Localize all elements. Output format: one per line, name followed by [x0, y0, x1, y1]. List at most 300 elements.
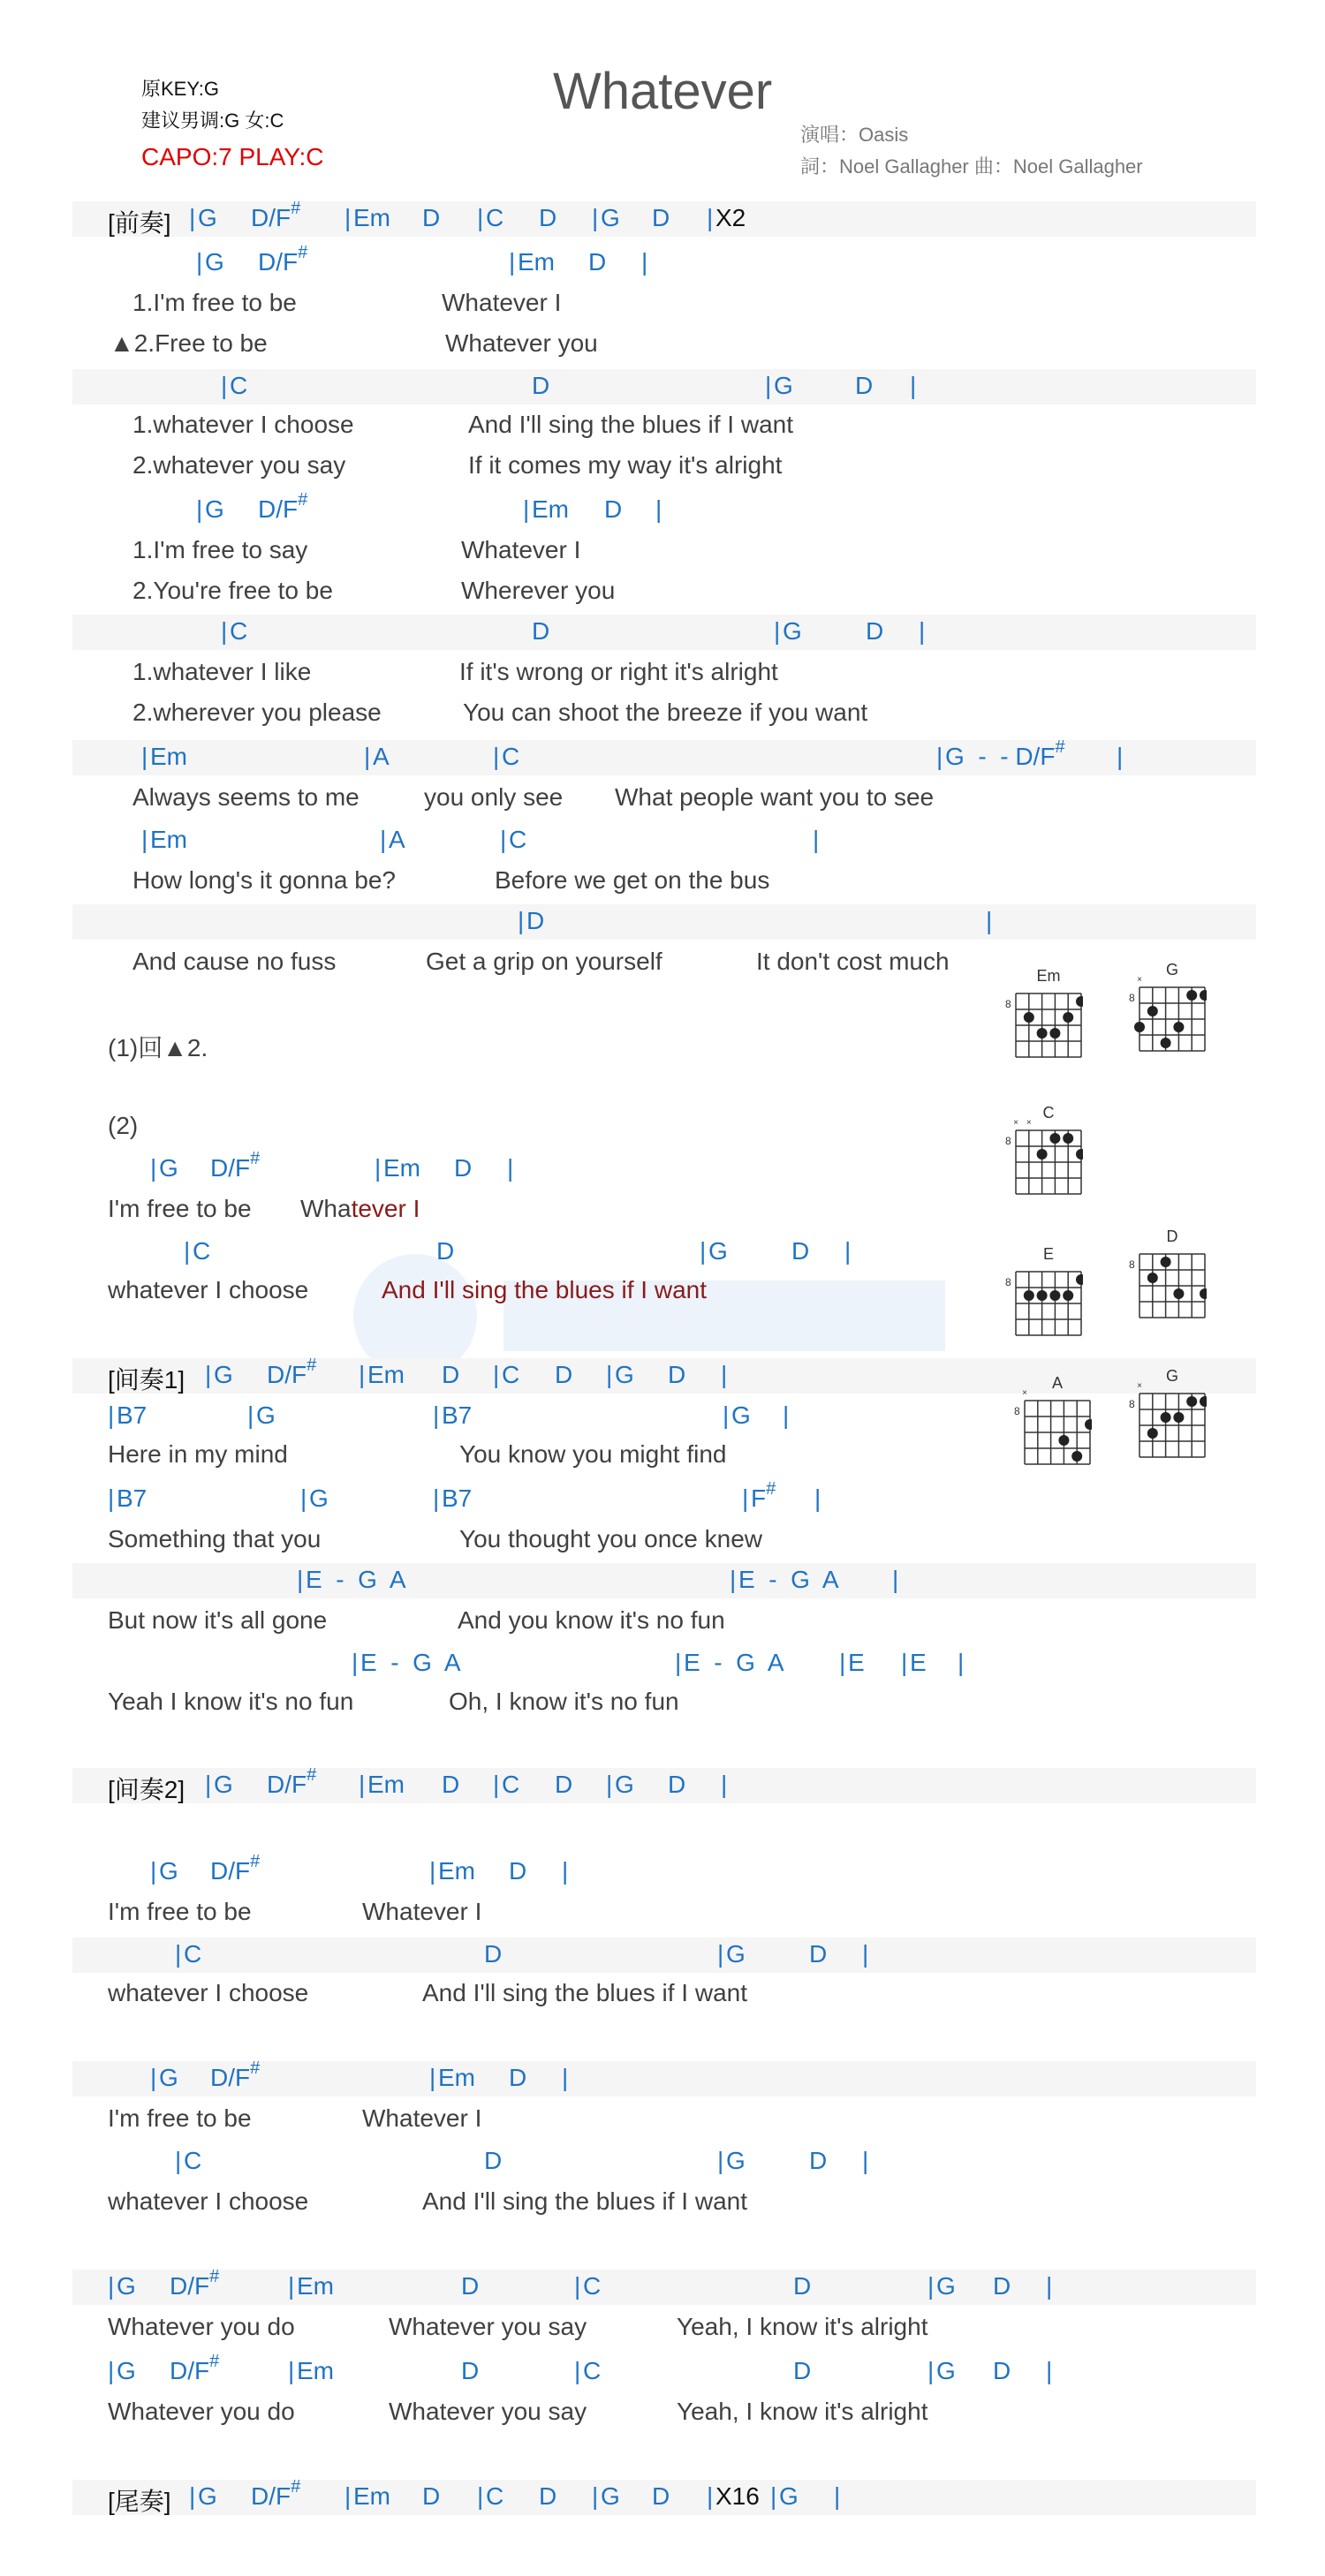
bar-line: |: [344, 204, 352, 231]
bar-line: |: [1117, 743, 1124, 770]
chord-label: G: [159, 1857, 178, 1885]
lyric-text: Whatever I: [362, 1898, 482, 1925]
bar-line: |: [297, 1566, 304, 1593]
finger-dot: [1049, 1133, 1060, 1144]
chord-label: E - G A: [684, 1649, 784, 1676]
lyric-text: Whatever I: [300, 1195, 420, 1222]
chord-label: C: [486, 2482, 504, 2510]
sharp-sign: #: [766, 1478, 776, 1499]
bar-line: |: [765, 372, 772, 399]
chord-label: D/F#: [251, 2476, 301, 2510]
finger-dot: [1063, 1133, 1073, 1144]
chord-label: E: [910, 1649, 927, 1676]
chord-label: D: [555, 1771, 573, 1798]
fret-number: 8: [1129, 1398, 1135, 1410]
bar-line: |: [433, 1401, 440, 1429]
bar-line: |: [523, 495, 530, 523]
bar-line: |: [919, 617, 926, 645]
chord-label: D: [793, 2357, 812, 2384]
lyric-text: Yeah, I know it's alright: [677, 2313, 928, 2340]
bar-line: |: [774, 617, 781, 645]
chord-label: D: [539, 2482, 557, 2510]
chord-label: D: [993, 2272, 1011, 2300]
bar-line: |: [108, 1484, 115, 1512]
bar-line: |: [221, 617, 228, 645]
lyric-text: whatever I choose: [108, 2187, 309, 2215]
chord-label: G: [936, 2357, 956, 2384]
chord-label: D: [532, 617, 550, 645]
suggested-key: 建议男调:G 女:C: [141, 110, 284, 132]
lyric-text: Whatever you do: [108, 2313, 295, 2340]
bar-line: |: [344, 2482, 352, 2510]
bar-line: |: [380, 826, 387, 853]
chord-label: B7: [117, 1484, 148, 1512]
bar-line: |: [928, 2272, 935, 2300]
finger-dot: [1063, 1012, 1073, 1023]
chord-label: G: [117, 2357, 136, 2384]
bar-line: |: [359, 1361, 366, 1388]
sharp-sign: #: [298, 489, 308, 510]
chord-diagram-name: C: [1042, 1106, 1055, 1122]
chord-label: D/F#: [210, 1851, 261, 1885]
finger-dot: [1147, 1428, 1158, 1439]
bar-line: |: [721, 1771, 728, 1798]
bar-line: |: [150, 1857, 157, 1885]
bar-line: |: [493, 1361, 500, 1388]
chord-label: G: [615, 1771, 634, 1798]
sharp-sign: #: [209, 2351, 220, 2371]
bar-line: |: [986, 907, 993, 934]
muted-string-mark: ×: [1137, 1381, 1142, 1391]
sharp-sign: #: [291, 198, 301, 218]
finger-dot: [1063, 1290, 1073, 1301]
original-key: 原KEY:G: [141, 78, 220, 100]
chord-label: C: [184, 1940, 202, 1968]
finger-dot: [1173, 1022, 1184, 1032]
chord-label: G: [601, 204, 620, 231]
lyric-text: 2.wherever you please: [132, 699, 382, 726]
finger-dot: [1024, 1012, 1034, 1023]
bar-line: |: [742, 1484, 749, 1512]
finger-dot: [1037, 1028, 1048, 1039]
lyric-text: I'm free to be: [108, 1898, 252, 1925]
bar-line: |: [592, 204, 599, 231]
chord-diagram-name: E: [1042, 1247, 1055, 1263]
bar-line: |: [1046, 2357, 1053, 2384]
bar-line: |: [707, 204, 714, 231]
chord-label: G: [159, 1154, 178, 1182]
bar-line: |: [184, 1237, 191, 1265]
chord-label: G: [159, 2064, 178, 2091]
lyric-text: You thought you once knew: [459, 1525, 763, 1552]
chord-diagram-name: G: [1165, 1369, 1179, 1385]
chord-label: D: [793, 2272, 812, 2300]
muted-string-mark: ×: [1013, 1118, 1018, 1128]
lyric-text: 2.whatever you say: [132, 451, 346, 479]
finger-dot: [1200, 990, 1207, 1001]
finger-dot: [1161, 1038, 1171, 1048]
bar-line: |: [844, 1237, 852, 1265]
chord-label: C: [502, 743, 520, 770]
chord-diagram-em: [1003, 969, 1083, 1061]
bar-line: |: [429, 2064, 436, 2091]
chord-label: D/F#: [258, 489, 308, 523]
bar-line: |: [205, 1361, 212, 1388]
bar-line: |: [433, 1484, 440, 1512]
bar-line: |: [477, 204, 484, 231]
chord-label: D: [526, 907, 545, 934]
bar-line: |: [175, 2147, 182, 2174]
bar-line: |: [606, 1361, 613, 1388]
lyric-text: Whatever you do: [108, 2398, 295, 2425]
finger-dot: [1173, 1288, 1184, 1299]
bar-line: |: [477, 2482, 484, 2510]
lyric-text: It don't cost much: [756, 948, 950, 975]
bar-line: |: [493, 743, 500, 770]
chord-label: Em: [438, 1857, 475, 1885]
bar-line: |: [359, 1771, 366, 1798]
lyric-text: And I'll sing the blues if I want: [422, 2187, 747, 2215]
finger-dot: [1024, 1290, 1034, 1301]
chord-label: E - G A: [306, 1566, 406, 1593]
bar-line: |: [675, 1649, 682, 1676]
bar-line: |: [717, 1940, 724, 1968]
lyric-text: Before we get on the bus: [495, 866, 770, 894]
lyric-text: And cause no fuss: [132, 948, 337, 975]
bar-line: |: [717, 2147, 724, 2174]
lyric-text: Oh, I know it's no fun: [449, 1688, 679, 1715]
chord-label: C: [583, 2357, 602, 2384]
chord-label: G: [726, 1940, 746, 1968]
fret-number: 8: [1014, 1405, 1020, 1417]
bar-line: |: [500, 826, 507, 853]
line-stripe: [72, 904, 1256, 940]
bar-line: |: [641, 248, 648, 276]
chord-label: D: [993, 2357, 1011, 2384]
muted-string-mark: ×: [1137, 975, 1142, 985]
lyric-text: I'm free to be: [108, 1195, 252, 1222]
finger-dot: [1049, 1290, 1060, 1301]
bar-line: |: [141, 743, 148, 770]
chord-label: D: [509, 2064, 527, 2091]
bar-line: |: [562, 1857, 569, 1885]
bar-line: |: [814, 1484, 822, 1512]
chord-label: A: [373, 743, 390, 770]
chord-diagram-name: D: [1166, 1229, 1178, 1245]
chord-label: Em: [297, 2272, 334, 2300]
bar-line: |: [141, 826, 148, 853]
lyric-text: You can shoot the breeze if you want: [463, 699, 868, 726]
chord-label: D: [652, 2482, 670, 2510]
chord-label: D: [791, 1237, 810, 1265]
chord-label: G: [615, 1361, 634, 1388]
chord-label: G: [774, 372, 793, 399]
bar-line: |: [221, 372, 228, 399]
bar-line: |: [518, 907, 525, 934]
chord-label: D/F#: [170, 2266, 220, 2300]
chord-label: D: [588, 248, 607, 276]
bar-line: |: [892, 1566, 899, 1593]
chord-label: G: [117, 2272, 136, 2300]
chord-diagram-name: G: [1165, 963, 1179, 978]
bar-line: |: [108, 1401, 115, 1429]
finger-dot: [1186, 1396, 1197, 1407]
bar-line: |: [592, 2482, 599, 2510]
chord-label: D: [484, 2147, 503, 2174]
chord-label: Em: [297, 2357, 334, 2384]
lyric-text: you only see: [424, 783, 564, 811]
chord-label: C: [230, 617, 248, 645]
chord-label: D/F#: [210, 2058, 261, 2091]
chord-label: Em: [150, 743, 187, 770]
lyric-text: What people want you to see: [615, 783, 935, 811]
chord-label: D: [668, 1771, 686, 1798]
chord-label: E - G A: [360, 1649, 461, 1676]
chord-label: F#: [751, 1478, 776, 1512]
finger-dot: [1037, 1149, 1048, 1160]
muted-string-mark: ×: [1022, 1388, 1027, 1398]
chord-label: D: [484, 1940, 503, 1968]
finger-dot: [1076, 996, 1083, 1007]
chord-label: D/F#: [170, 2351, 220, 2384]
sharp-sign: #: [209, 2266, 220, 2286]
bar-line: |: [910, 372, 917, 399]
finger-dot: [1161, 1257, 1171, 1267]
chord-label: Em: [518, 248, 555, 276]
finger-dot: [1147, 1006, 1158, 1016]
chord-label: C: [230, 372, 248, 399]
bar-line: |: [862, 2147, 869, 2174]
bar-line: |: [375, 1154, 382, 1182]
chord-label: C: [486, 204, 504, 231]
bar-line: |: [770, 2482, 777, 2510]
lyric-text: 1.whatever I choose: [132, 411, 354, 438]
bar-line: |: [574, 2272, 581, 2300]
bar-line: |: [721, 1361, 728, 1388]
lyric-text: 1.whatever I like: [132, 658, 312, 685]
chord-label: A: [389, 826, 405, 853]
bar-line: |: [707, 2482, 714, 2510]
chord-label: D: [532, 372, 550, 399]
chord-label: D: [555, 1361, 573, 1388]
bar-line: |: [108, 2357, 115, 2384]
section-label: [间奏2]: [108, 1776, 186, 1803]
bar-line: |: [364, 743, 371, 770]
chord-label: G: [214, 1771, 233, 1798]
chord-label: D: [604, 495, 623, 523]
finger-dot: [1076, 1149, 1083, 1160]
bar-line: |: [196, 248, 203, 276]
bar-line: |: [723, 1401, 730, 1429]
lyric-text: Yeah, I know it's alright: [677, 2398, 928, 2425]
bar-line: |: [655, 495, 662, 523]
lyric-text: 1.I'm free to say: [132, 536, 308, 563]
song-title: Whatever: [553, 63, 773, 120]
bar-line: |: [189, 2482, 196, 2510]
chord-label: G: [708, 1237, 728, 1265]
finger-dot: [1186, 990, 1197, 1001]
chord-label: G: [783, 617, 802, 645]
chord-label: Em: [367, 1771, 405, 1798]
bar-line: |: [507, 1154, 514, 1182]
chord-label: Em: [383, 1154, 420, 1182]
sharp-sign: #: [1055, 737, 1065, 757]
chord-label: G: [726, 2147, 746, 2174]
chord-label: Em: [150, 826, 187, 853]
chord-label: G: [731, 1401, 751, 1429]
fret-number: 8: [1129, 1258, 1135, 1271]
lyric-text: Whatever I: [442, 289, 562, 316]
finger-dot: [1049, 1028, 1060, 1039]
finger-dot: [1037, 1290, 1048, 1301]
finger-dot: [1071, 1451, 1082, 1462]
chord-diagram-d: [1127, 1229, 1207, 1321]
chord-diagram-c: [1003, 1106, 1083, 1197]
chord-label: D: [442, 1361, 460, 1388]
bar-line: |: [562, 2064, 569, 2091]
finger-dot: [1076, 1274, 1083, 1285]
bar-line: |: [862, 1940, 869, 1968]
muted-string-mark: ×: [1026, 1118, 1032, 1128]
bar-line: |: [606, 1771, 613, 1798]
section-label: X2: [716, 204, 746, 231]
chord-label: C: [583, 2272, 602, 2300]
sharp-sign: #: [250, 1148, 261, 1168]
sharp-sign: #: [298, 242, 308, 262]
bar-line: |: [288, 2357, 295, 2384]
bar-line: |: [958, 1649, 965, 1676]
lyric-text: Something that you: [108, 1525, 322, 1552]
chord-label: G: [256, 1401, 276, 1429]
credits: 詞：Noel Gallagher 曲：Noel Gallagher: [800, 155, 1143, 178]
lyric-text: Here in my mind: [108, 1440, 288, 1468]
lyric-text: And I'll sing the blues if I want: [422, 1979, 747, 2006]
bar-line: |: [247, 1401, 254, 1429]
sharp-sign: #: [291, 2476, 301, 2497]
lyric-text: And I'll sing the blues if I want: [468, 411, 793, 438]
section-label: [尾奏]: [108, 2488, 171, 2515]
chord-label: C: [184, 2147, 202, 2174]
bar-line: |: [205, 1771, 212, 1798]
chord-label: D: [809, 2147, 828, 2174]
lyric-text: whatever I choose: [108, 1979, 309, 2006]
chord-diagram-name: Em: [1036, 969, 1061, 985]
lyric-text: whatever I choose: [108, 1276, 309, 1303]
lyric-text: You know you might find: [459, 1440, 727, 1468]
chord-label: Em: [367, 1361, 405, 1388]
chord-label: G: [205, 495, 224, 523]
lyric-text: How long's it gonna be?: [132, 866, 396, 894]
chord-diagram-e: [1003, 1247, 1083, 1339]
lyric-text: Always seems to me: [132, 783, 360, 811]
bar-line: |: [834, 2482, 841, 2510]
section-label: X16: [716, 2482, 760, 2510]
chord-label: E: [848, 1649, 865, 1676]
lyric-text: But now it's all gone: [108, 1606, 328, 1634]
chord-label: D: [809, 1940, 828, 1968]
sharp-sign: #: [307, 1355, 317, 1375]
chord-label: G: [779, 2482, 799, 2510]
bar-line: |: [429, 1857, 436, 1885]
chord-label: E - G A: [738, 1566, 839, 1593]
bar-line: |: [175, 1940, 182, 1968]
bar-line: |: [839, 1649, 846, 1676]
lyric-text: Whatever I: [362, 2104, 482, 2132]
chord-label: D/F#: [210, 1148, 261, 1182]
section-label: [间奏1]: [108, 1366, 186, 1394]
lyric-text: Whatever I: [461, 536, 581, 563]
line-stripe: [72, 737, 1256, 775]
chord-label: D: [855, 372, 874, 399]
chord-label: D: [539, 204, 557, 231]
chord-label: D: [454, 1154, 473, 1182]
bar-line: |: [813, 826, 820, 853]
chord-label: D: [422, 2482, 441, 2510]
line-stripe: [72, 1938, 1256, 1973]
chord-label: D/F#: [267, 1355, 317, 1388]
chord-label: C: [509, 826, 527, 853]
finger-dot: [1147, 1273, 1158, 1283]
chord-label: Em: [353, 204, 390, 231]
chord-label: D: [422, 204, 441, 231]
finger-dot: [1161, 1412, 1171, 1423]
sharp-sign: #: [250, 1851, 261, 1871]
chord-label: B7: [117, 1401, 148, 1429]
chord-label: D: [461, 2272, 480, 2300]
lyric-text: Whatever you say: [389, 2398, 587, 2425]
chord-label: D: [436, 1237, 455, 1265]
lyric-text: Get a grip on yourself: [426, 948, 662, 975]
bar-line: |: [352, 1649, 359, 1676]
chord-diagram-a: [1012, 1376, 1092, 1468]
finger-dot: [1134, 1022, 1145, 1032]
chord-label: Em: [532, 495, 569, 523]
chord-label: C: [193, 1237, 211, 1265]
fret-number: 8: [1129, 992, 1135, 1004]
lyric-text: Whatever you say: [389, 2313, 587, 2340]
chord-diagram-g: [1127, 963, 1207, 1054]
chord-label: G: [601, 2482, 620, 2510]
chord-label: G: [309, 1484, 329, 1512]
lyric-text: (1)回▲2.: [108, 1034, 208, 1061]
chord-label: G: [198, 204, 217, 231]
bar-line: |: [288, 2272, 295, 2300]
chord-label: D: [668, 1361, 686, 1388]
bar-line: |: [901, 1649, 908, 1676]
chord-label: G: [205, 248, 224, 276]
bar-line: |: [1046, 2272, 1053, 2300]
chord-label: D/F#: [258, 242, 308, 276]
line-stripe: [72, 369, 1256, 404]
lyric-text: If it's wrong or right it's alright: [459, 658, 778, 685]
chord-label: C: [502, 1361, 520, 1388]
finger-dot: [1058, 1435, 1069, 1446]
capo-info: CAPO:7 PLAY:C: [141, 143, 324, 170]
chord-label: C: [502, 1771, 520, 1798]
section-label: [前奏]: [108, 209, 171, 237]
bar-line: |: [189, 204, 196, 231]
lyric-text: And I'll sing the blues if I want: [382, 1276, 707, 1303]
chord-label: Em: [353, 2482, 390, 2510]
chord-label: D: [866, 617, 884, 645]
line-stripe: [72, 1563, 1256, 1598]
fret-number: 8: [1005, 1276, 1011, 1288]
chord-label: G: [214, 1361, 233, 1388]
bar-line: |: [700, 1237, 707, 1265]
lyric-text: If it comes my way it's alright: [468, 451, 783, 479]
bar-line: |: [196, 495, 203, 523]
finger-dot: [1085, 1419, 1092, 1430]
